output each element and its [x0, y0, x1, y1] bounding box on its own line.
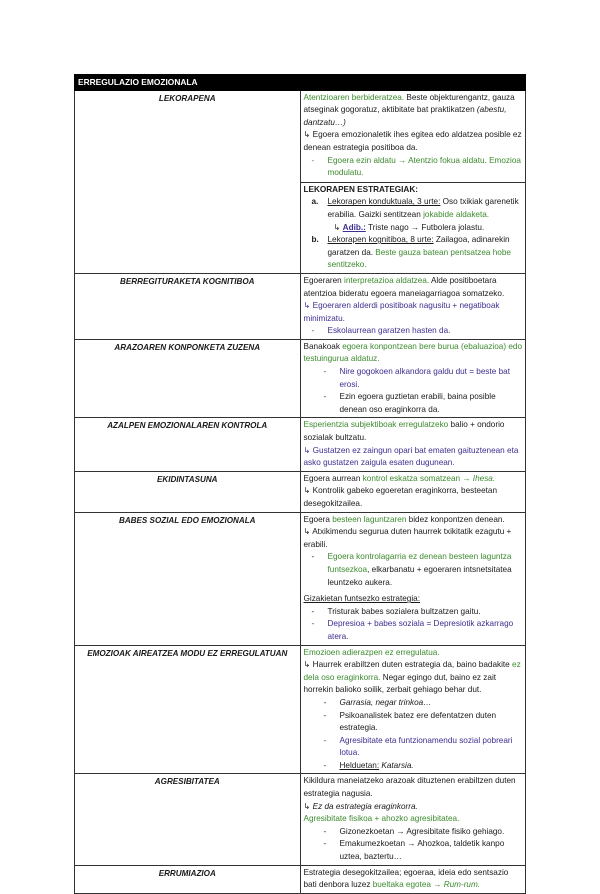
example-line — [304, 222, 523, 235]
body-text: Banakoak — [303, 341, 343, 351]
highlight-text: besteen laguntzaren — [332, 514, 407, 524]
paragraph — [304, 526, 523, 551]
paragraph — [304, 341, 523, 366]
row-content-errumiazioa — [300, 865, 526, 893]
body-text: Beste objekturengantz, gauza atseginak gogoratuz, aktibitate bat praktikatzen — [303, 92, 515, 115]
row-label-babes: BABES SOZIAL EDO EMOZIONALA — [75, 512, 301, 645]
arrow-icon: ↳ — [303, 660, 311, 670]
table-row — [75, 512, 526, 645]
arrow-icon: ↳ — [333, 222, 341, 232]
table-row — [75, 645, 526, 774]
row-label-azalpen: AZALPEN EMOZIONALAREN KONTROLA — [75, 418, 301, 471]
body-text: Haurrek erabiltzen duten estrategia da, baino badakite — [312, 660, 513, 670]
row-content-agresibitatea — [300, 774, 526, 865]
underlined-text: Lekorapen konduktuala, 3 urte: — [327, 197, 441, 207]
table-row — [75, 339, 526, 418]
italic-text: Ihesa. — [470, 473, 496, 483]
arrow-icon: ↳ — [303, 486, 311, 496]
paragraph — [304, 485, 523, 510]
body-text: , elkarbanatu + egoeraren intsnetsitatea leuntzeko aukera. — [327, 564, 512, 587]
paragraph: Emozioen adierazpen ez erregulatua. — [303, 647, 440, 657]
section-title: LEKORAPEN ESTRATEGIAK: — [303, 184, 418, 194]
body-text: Egoeraren — [303, 275, 345, 285]
highlight-text: egoera konpontzean bere burua (ebaluazioa) edo testuingurua aldatuz. — [303, 341, 523, 364]
arrow-icon: ↳ — [303, 527, 311, 537]
italic-text: (abestu, dantzatu…) — [303, 105, 507, 127]
body-text: Negar egingo dut, baino ez zait horrekin balioko soilik, zerbait gehiago behar dut. — [303, 672, 497, 695]
highlight-text: jokabide aldaketa. — [423, 209, 490, 219]
row-content-lekorapena — [300, 90, 526, 273]
body-text: Egoera — [303, 514, 333, 524]
paragraph — [304, 473, 523, 486]
table-row — [75, 471, 526, 512]
highlight-text: Esperientzia subjektiboak erregulatzeko — [303, 420, 449, 430]
bullet-item: - Ezin egoera guztietan erabili, baina posible denean oso eraginkorra da. — [304, 391, 523, 416]
document-page — [74, 74, 526, 894]
body-text: Kontrolik gabeko egoeretan eraginkorra, besteetan desegokitzailea. — [303, 486, 497, 508]
highlight-text: Atentzioaren berbideratzea. — [303, 92, 405, 102]
row-content-ekidintasuna — [300, 471, 526, 512]
list-item — [304, 234, 523, 272]
list-marker: b. — [311, 235, 319, 245]
highlight-text: Egoera kontrolagarria ez denean besteen laguntza funtsezkoa — [327, 552, 512, 574]
paragraph — [304, 129, 523, 154]
bullet-item: - Tristurak babes sozialera bultzatzen gaitu. — [304, 606, 523, 619]
italic-text: Ez da estrategia eraginkorra. — [312, 801, 418, 811]
arrow-icon: ↳ — [303, 301, 311, 311]
paragraph — [304, 801, 523, 814]
italic-text: Rum-rum. — [441, 880, 481, 890]
bullet-item: - Depresioa + babes soziala = Depresiotik azkarrago atera. — [304, 618, 523, 643]
bullet-item: - Nire gogokoen alkandora galdu dut = beste bat erosi. — [304, 366, 523, 391]
bullet-item: - Eskolaurrean garatzen hasten da. — [304, 325, 523, 338]
row-label-errumiazioa: ERRUMIAZIOA — [75, 865, 301, 893]
table-row — [75, 774, 526, 865]
row-label-arazoaren: ARAZOAREN KONPONKETA ZUZENA — [75, 339, 301, 418]
row-label-berregituraketa: BERREGITURAKETA KOGNITIBOA — [75, 273, 301, 339]
table-header-row — [75, 75, 526, 91]
table-row — [75, 418, 526, 471]
bullet-item: - Gizonezkoetan → Agresibitate fisiko gehiago. — [304, 826, 523, 839]
table-row — [75, 90, 526, 273]
body-text: Triste nago → Futbolera jolastu. — [365, 222, 485, 232]
highlight-text: kontrol eskatza somatzean → — [362, 473, 471, 483]
bullet-item: - Garrasia, negar trinkoa… — [304, 697, 523, 710]
paragraph — [304, 300, 523, 325]
bullet-item: - Agresibitate eta funtzionamendu sozial pobreari lotua. — [304, 735, 523, 760]
emotional-regulation-table — [74, 74, 526, 894]
paragraph — [304, 419, 523, 444]
paragraph: Kikildura maneiatzeko arazoak dituztenen erabiltzen duten estrategia nagusia. — [303, 776, 516, 799]
example-label: Adib.: — [342, 222, 366, 232]
bullet-item — [304, 760, 523, 773]
highlight-text: interpretazioa aldatzea. — [344, 275, 430, 285]
arrow-icon: ↳ — [303, 130, 311, 140]
body-text: Egoeraren alderdi positiboak nagusitu + negatiboak minimizatu. — [303, 301, 500, 323]
table-row — [75, 273, 526, 339]
underlined-text: Lekorapen kognitiboa, 8 urte: — [327, 235, 434, 245]
body-text: Egoera aurrean — [303, 473, 363, 483]
list-marker: a. — [311, 197, 319, 207]
row-content-azalpen — [300, 418, 526, 471]
body-text: Atxikimendu segurua duten haurrek txikitatik ezagutu + erabili. — [303, 527, 512, 549]
table-title: ERREGULAZIO EMOZIONALA — [75, 75, 526, 91]
row-content-emozioak — [300, 645, 526, 774]
bullet-item: - Egoera ezin aldatu → Atentzio fokua aldatu. Emozioa modulatu. — [304, 155, 523, 180]
section-title: Gizakietan funtsezko estrategia: — [303, 594, 421, 604]
italic-text: Katarsia. — [379, 760, 414, 770]
body-text: Egoera emozionaletik ihes egitea edo aldatzea posible ez denean estrategia positiboa da. — [303, 130, 522, 152]
bullet-item: - Emakumezkoetan → Ahozkoa, taldetik kanpo uztea, baztertu… — [304, 838, 523, 863]
body-text: balio + ondorio sozialak bultzatu. — [303, 420, 505, 443]
highlight-text: bueltaka egotea → — [372, 880, 442, 890]
underlined-text: Helduetan: — [339, 760, 380, 770]
row-content-babes — [300, 512, 526, 645]
paragraph — [304, 867, 523, 892]
arrow-icon: ↳ — [303, 445, 311, 455]
paragraph — [304, 92, 523, 130]
row-label-lekorapena: LEKORAPENA — [75, 90, 301, 273]
highlight-text: Beste gauza batean pentsatzea hobe sentitzeko. — [327, 247, 511, 270]
table-row — [75, 865, 526, 893]
body-text: Zailagoa, adinarekin garatzen da. — [327, 235, 510, 257]
paragraph — [304, 275, 523, 300]
bullet-item — [304, 551, 523, 589]
arrow-icon: ↳ — [303, 801, 311, 811]
divider — [301, 182, 526, 183]
paragraph — [304, 659, 523, 697]
row-label-ekidintasuna: EKIDINTASUNA — [75, 471, 301, 512]
body-text: Gustatzen ez zaingun opari bat ematen gaituztenean eta asko gustatzen zaigula esaten dugunean. — [303, 445, 519, 468]
row-content-arazoaren — [300, 339, 526, 418]
row-content-berregituraketa — [300, 273, 526, 339]
row-label-agresibitatea: AGRESIBITATEA — [75, 774, 301, 865]
list-item — [304, 196, 523, 221]
paragraph: Agresibitate fisikoa + ahozko agresibitatea. — [303, 814, 460, 824]
bullet-item: - Psikoanalistek batez ere defentatzen duten estrategia. — [304, 710, 523, 735]
highlight-text: ez dela oso eraginkorra. — [303, 660, 521, 682]
paragraph — [304, 445, 523, 470]
body-text: Oso txikiak garenetik erabilia. Gaizki sentitzean — [327, 197, 519, 219]
paragraph — [304, 514, 523, 527]
body-text: bidez konpontzen denean. — [406, 514, 505, 524]
row-label-emozioak: EMOZIOAK AIREATZEA MODU EZ ERREGULATUAN — [75, 645, 301, 774]
body-text: Estrategia desegokitzailea; egoeraa, ideia edo sentsazio bati denbora luzez — [303, 867, 509, 890]
body-text: Alde positiboetara atentzioa bideratu egoera maneiagarriagoa somatzeko. — [303, 275, 505, 298]
